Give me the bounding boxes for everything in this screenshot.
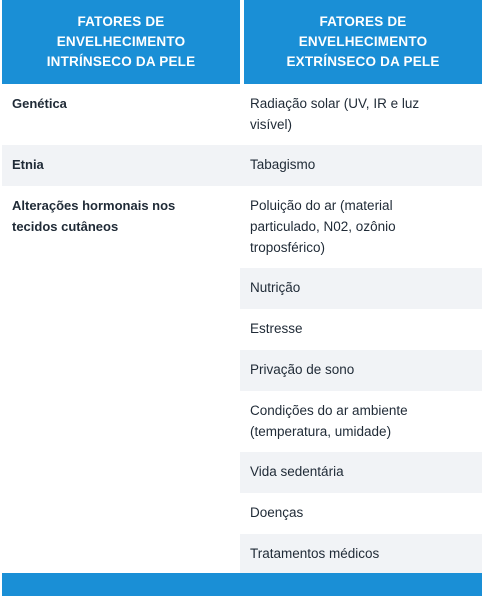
aging-factors-table — [2, 0, 482, 573]
extrinsic-item: Doenças — [250, 505, 304, 520]
intrinsic-item: Genética — [12, 96, 67, 111]
intrinsic-item: Etnia — [2, 145, 240, 186]
extrinsic-column — [240, 84, 482, 573]
extrinsic-item: Tratamentos médicos — [240, 534, 482, 573]
extrinsic-item: Estresse — [250, 321, 303, 336]
extrinsic-item: Vida sedentária — [240, 452, 482, 493]
header-extrinsic: FATORES DE ENVELHECIMENTO EXTRÍNSECO DA PELE — [286, 14, 440, 69]
extrinsic-item: Poluição do ar (material particulado, N02, ozônio troposférico) — [250, 198, 396, 255]
extrinsic-item: Condições do ar ambiente (temperatura, umidade) — [250, 403, 408, 439]
extrinsic-item: Tabagismo — [240, 145, 482, 186]
intrinsic-item: Alterações hormonais nos tecidos cutâneos — [12, 198, 176, 234]
table-body — [2, 84, 482, 573]
intrinsic-column — [2, 84, 240, 573]
table-footer-bar — [2, 573, 482, 596]
extrinsic-item: Privação de sono — [240, 350, 482, 391]
extrinsic-item: Radiação solar (UV, IR e luz visível) — [250, 96, 420, 132]
table-header — [2, 0, 482, 84]
header-intrinsic: FATORES DE ENVELHECIMENTO INTRÍNSECO DA PELE — [46, 14, 196, 69]
extrinsic-item: Nutrição — [240, 268, 482, 309]
